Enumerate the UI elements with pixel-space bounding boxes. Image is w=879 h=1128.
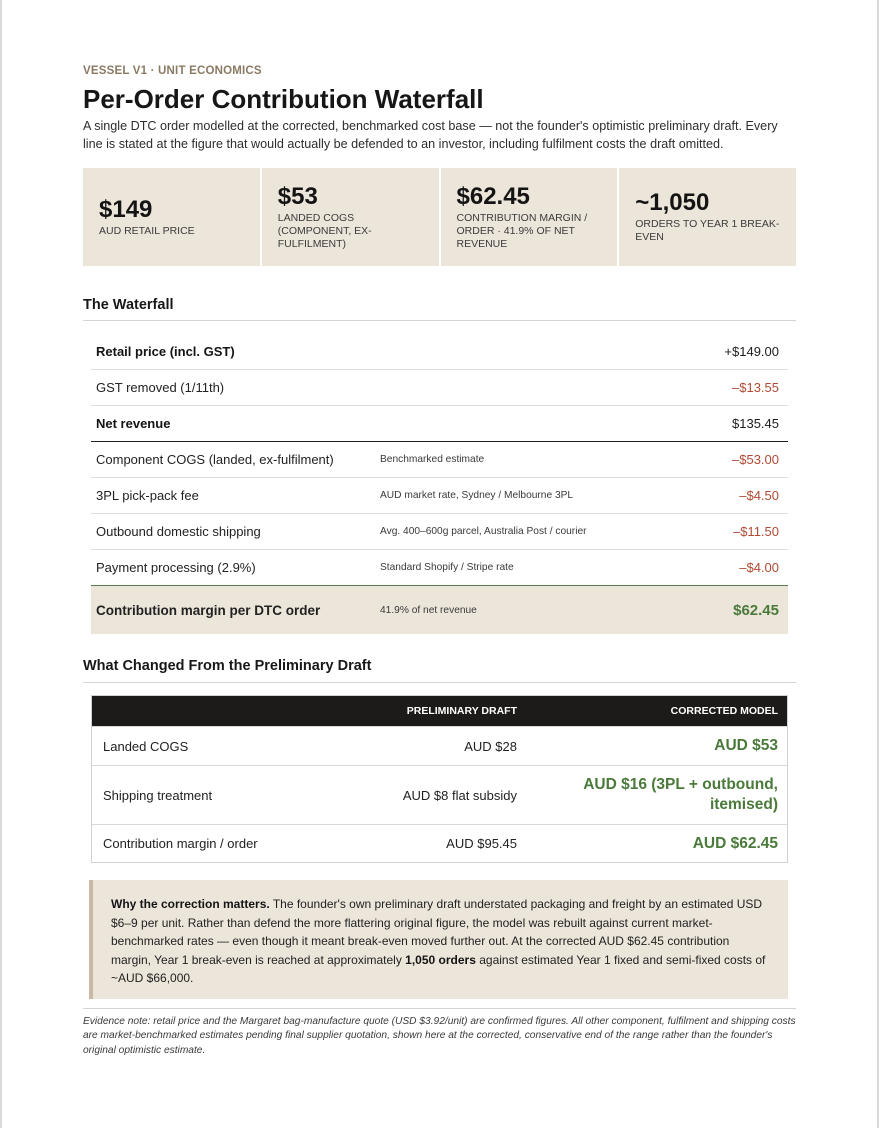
kpi-value: $62.45 xyxy=(456,182,530,210)
waterfall-row-amount: –$11.50 xyxy=(732,524,779,539)
kpi-retail-price xyxy=(83,168,260,266)
waterfall-row-label: Outbound domestic shipping xyxy=(96,524,261,539)
waterfall-total-row xyxy=(91,586,788,634)
page-title: Per-Order Contribution Waterfall xyxy=(83,84,484,114)
comparison-header-row xyxy=(92,696,787,726)
waterfall-row-amount: –$53.00 xyxy=(732,452,779,467)
waterfall-total-label: Contribution margin per DTC order xyxy=(96,602,321,618)
kpi-row xyxy=(83,168,796,266)
waterfall-row-note: Avg. 400–600g parcel, Australia Post / courier xyxy=(380,526,587,537)
comparison-draft-value: AUD $8 flat subsidy xyxy=(402,787,517,803)
comparison-table xyxy=(91,695,788,863)
waterfall-row-amount: –$4.50 xyxy=(739,488,779,503)
comparison-item: Shipping treatment xyxy=(103,787,213,803)
comparison-draft-value: AUD $28 xyxy=(464,738,517,754)
kpi-label: ORDERS TO YEAR 1 BREAK-EVEN xyxy=(635,218,780,243)
waterfall-row-label: Net revenue xyxy=(96,416,171,431)
waterfall-row-label: Payment processing (2.9%) xyxy=(96,560,256,575)
kpi-landed-cogs xyxy=(262,168,439,266)
waterfall-row-label: 3PL pick-pack fee xyxy=(96,488,199,503)
evidence-footnote: Evidence note: retail price and the Margaret bag-manufacture quote (USD $3.92/unit) are confirmed figures. All other component, fulfilment and shipping costs are market-benchmarked estimates pending final supplier quotation, shown here at the corrected, conservative end of the range rather than the founder's original optimistic estimate. xyxy=(83,1016,796,1056)
waterfall-row-amount: –$4.00 xyxy=(739,560,779,575)
eyebrow: VESSEL V1 · UNIT ECONOMICS xyxy=(83,65,262,77)
kpi-contribution-margin xyxy=(441,168,618,266)
callout-text: against estimated Year 1 fixed and semi-fixed costs of ~AUD $66,000. xyxy=(111,952,766,985)
comparison-row xyxy=(92,765,787,824)
waterfall-row-label: GST removed (1/11th) xyxy=(96,380,225,395)
waterfall-row-amount: –$13.55 xyxy=(732,380,779,395)
comparison-header-draft: PRELIMINARY DRAFT xyxy=(406,705,517,717)
comparison-corrected-value: AUD $16 (3PL + outbound, itemised) xyxy=(583,776,778,813)
kpi-value: $53 xyxy=(277,182,318,210)
waterfall-row xyxy=(91,550,788,586)
kpi-label: LANDED COGS (COMPONENT, EX-FULFILMENT) xyxy=(277,211,372,250)
correction-callout xyxy=(89,880,788,999)
waterfall-heading: The Waterfall xyxy=(83,297,174,313)
kpi-break-even-orders xyxy=(619,168,796,266)
waterfall-row xyxy=(91,478,788,514)
comparison-corrected-value: AUD $53 xyxy=(714,737,778,754)
comparison-corrected-value: AUD $62.45 xyxy=(692,834,778,852)
waterfall-total-note: 41.9% of net revenue xyxy=(380,604,477,616)
comparison-heading: What Changed From the Preliminary Draft xyxy=(83,658,372,674)
page-subtitle: A single DTC order modelled at the corrected, benchmarked cost base — not the founder's optimistic preliminary draft. Every line is stated at the figure that would actually be defended to an investor, including fulfilment costs the draft omitted. xyxy=(83,119,778,151)
callout-emphasis: 1,050 orders xyxy=(405,952,476,967)
footnote-divider xyxy=(83,1008,796,1009)
kpi-value: $149 xyxy=(99,195,153,223)
comparison-row xyxy=(92,726,787,765)
waterfall-row-note: Benchmarked estimate xyxy=(380,454,485,465)
waterfall-row xyxy=(91,406,788,442)
callout-text: The founder's own preliminary draft understated packaging and freight by an estimated USD $6–9 per unit. Rather than defend the more flattering original figure, the model was rebuilt against current market-benchmarked rates — even though it meant break-even moved further out. At the corrected AUD $62.45 contribution margin, Year 1 break-even is reached at approximately xyxy=(111,897,763,967)
kpi-value: ~1,050 xyxy=(635,189,710,216)
kpi-label: CONTRIBUTION MARGIN / ORDER · 41.9% OF NET REVENUE xyxy=(456,211,588,250)
comparison-item: Landed COGS xyxy=(103,738,189,754)
waterfall-row-label: Retail price (incl. GST) xyxy=(96,344,235,359)
comparison-item: Contribution margin / order xyxy=(103,836,258,851)
comparison-row xyxy=(92,824,787,862)
waterfall-row xyxy=(91,442,788,478)
comparison-draft-value: AUD $95.45 xyxy=(446,836,517,851)
callout-lead: Why the correction matters. xyxy=(111,897,270,911)
waterfall-row-note: AUD market rate, Sydney / Melbourne 3PL xyxy=(380,490,574,501)
waterfall-row-note: Standard Shopify / Stripe rate xyxy=(380,562,514,573)
waterfall-row xyxy=(91,334,788,370)
waterfall-table xyxy=(91,334,788,634)
comparison-header-corrected: CORRECTED MODEL xyxy=(670,705,778,717)
waterfall-row xyxy=(91,370,788,406)
kpi-label: AUD RETAIL PRICE xyxy=(99,224,195,237)
waterfall-row xyxy=(91,514,788,550)
section-divider xyxy=(83,682,796,683)
waterfall-total-amount: $62.45 xyxy=(733,601,779,619)
section-divider xyxy=(83,320,796,321)
waterfall-row-amount: +$149.00 xyxy=(724,344,779,359)
waterfall-row-label: Component COGS (landed, ex-fulfilment) xyxy=(96,452,334,467)
waterfall-row-amount: $135.45 xyxy=(732,416,779,431)
